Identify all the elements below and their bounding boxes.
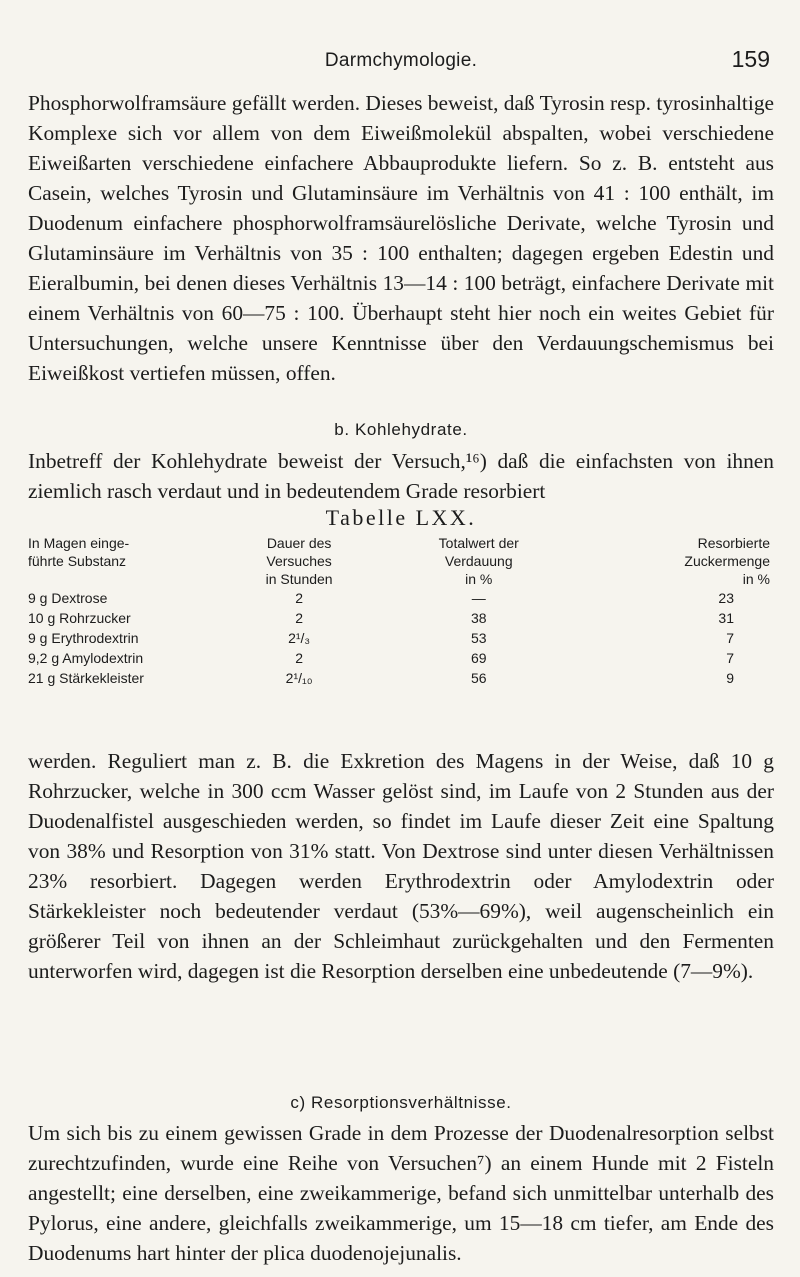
table-cell: 21 g Stärkekleister [28,670,144,686]
table-cell: 9 g Erythrodextrin [28,630,139,646]
header-cell: in % [742,571,770,587]
table-header-row [28,552,774,570]
table-cell: 38 [470,610,487,626]
header-cell: in % [465,571,493,587]
table-cell: 9 g Dextrose [28,590,108,606]
running-head [28,44,774,74]
table-cell: 56 [470,670,487,686]
table-header-row [28,570,774,588]
table-cell: 2 [295,590,304,606]
paragraph-carbohydrate-results: werden. Reguliert man z. B. die Exkretion des Magens in der Weise, daß 10 g Rohrzucker, welche in 300 ccm Wasser gelöst sind, im Laufe von 2 Stunden aus der Duodenalfistel ausgeschieden werden, so findet im Laufe dieser Zeit eine Spaltung von 38% und Resorption von 31% statt. Von Dextrose sind unter diesen Verhältnissen 23% resorbiert. Dagegen werden Erythrodextrin oder Amylodextrin oder Stärkekleister noch bedeutender verdaut (53%—69%), weil augenscheinlich ein größerer Teil von ihnen an der Schleimhaut zurückgehalten und den Fermenten unterworfen wird, dagegen ist die Resorption derselben eine unbedeutende (7—9%). [28,749,774,983]
page-number: 159 [731,46,770,72]
header-cell: führte Substanz [28,553,127,569]
table-cell: 2 [295,610,304,626]
header-cell: Verdauung [444,553,513,569]
table-cell: 7 [726,650,734,666]
header-cell: Zuckermenge [684,553,770,569]
table-caption: Tabelle LXX. [325,505,477,530]
table-row [28,608,774,628]
paragraph-carbohydrates-intro: Inbetreff der Kohlehydrate beweist der Versuch,¹⁶) daß die einfachsten von ihnen ziemlich rasch verdaut und in bedeutendem Grade resorbiert [28,449,774,503]
results-table [28,534,774,688]
table-cell: 31 [718,610,734,626]
table-cell: 2¹/₁₀ [285,670,313,686]
table-row [28,648,774,668]
table-row [28,628,774,648]
table-cell: 10 g Rohrzucker [28,610,131,626]
header-cell: Resorbierte [697,535,770,551]
header-cell: Versuches [266,553,332,569]
table-cell: 2¹/₃ [288,630,311,646]
section-heading-resorption: c) Resorptionsverhältnisse. [290,1093,512,1112]
header-cell: Dauer des [266,535,332,551]
running-title: Darmchymologie. [324,50,478,71]
paragraph-proteins: Phosphorwolframsäure gefällt werden. Dieses beweist, daß Tyrosin resp. tyrosinhaltige Komplexe sich vor allem von dem Eiweißmolekül abspalten, wobei verschiedene Eiweißarten verschiedene einfachere Abbauprodukte liefern. So z. B. entsteht aus Casein, welches Tyrosin und Glutaminsäure im Verhältnis von 41 : 100 enthält, im Duodenum einfachere phosphorwolframsäurelösliche Derivate, welche Tyrosin und Glutaminsäure im Verhältnis von 35 : 100 enthalten; dagegen ergeben Edestin und Eieralbumin, bei denen dieses Verhältnis 13—14 : 100 beträgt, einfachere Derivate mit einem Verhältnis von 60—75 : 100. Überhaupt steht hier noch ein weites Gebiet für Untersuchungen, welche unsere Kenntnisse über den Verdauungschemismus bei Eiweißkost vertiefen müssen, offen. [28,91,775,385]
header-cell [28,570,228,588]
paragraph-resorption-experiments: Um sich bis zu einem gewissen Grade in dem Prozesse der Duodenalresorption selbst zurechtzufinden, wurde eine Reihe von Versuchen⁷) an einem Hunde mit 2 Fisteln angestellt; eine derselben, eine zweikammerige, befand sich unmittelbar unterhalb des Pylorus, eine andere, gleichfalls zweikammerige, um 15—18 cm tiefer, am Ende des Duodenums hart hinter der plica duodenojejunalis. [28,1121,774,1265]
table-row [28,588,774,608]
table-cell: — [471,590,486,606]
table-cell: 23 [718,590,734,606]
table-header-row [28,534,774,552]
table-cell: 53 [470,630,487,646]
table-cell: 2 [295,650,304,666]
table-cell: 9,2 g Amylodextrin [28,650,144,666]
header-cell: in Stunden [265,571,333,587]
header-cell: In Magen einge- [28,535,130,551]
section-heading-carbohydrates: b. Kohlehydrate. [334,420,468,439]
table-cell: 9 [726,670,734,686]
table-cell: 7 [726,630,734,646]
header-cell: Totalwert der [438,535,519,551]
table-cell: 69 [470,650,487,666]
table-row [28,668,774,688]
